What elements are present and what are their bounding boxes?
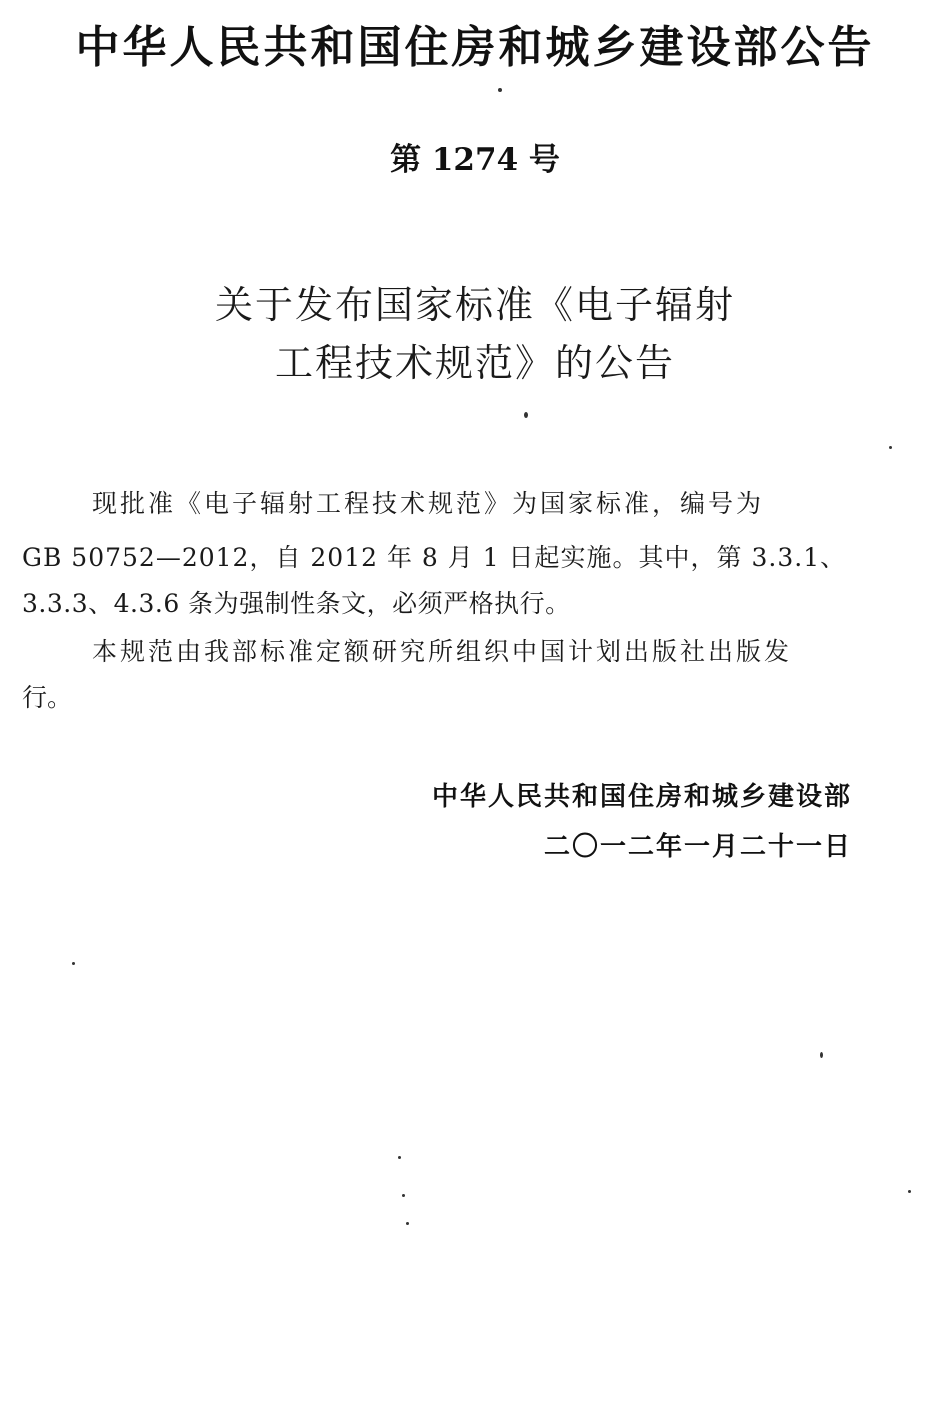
body-paragraph-1-line-1: 现批准《电子辐射工程技术规范》为国家标准，编号为 xyxy=(92,489,765,518)
scan-speck xyxy=(524,412,528,418)
issuer-heading: 中华人民共和国住房和城乡建设部公告 xyxy=(75,22,875,73)
scan-speck xyxy=(406,1222,409,1225)
announcement-title-line-1: 关于发布国家标准《电子辐射 xyxy=(214,283,735,327)
scan-speck xyxy=(908,1190,911,1193)
announcement-number: 第 1274 号 xyxy=(390,142,560,178)
body-paragraph-1-line-2: GB 50752—2012，自 2012 年 8 月 1 日起实施。其中，第 3.3.1、 xyxy=(22,543,847,572)
signature-date: 二〇一二年一月二十一日 xyxy=(543,832,852,862)
scan-speck xyxy=(498,88,502,92)
body-paragraph-2-line-1: 本规范由我部标准定额研究所组织中国计划出版社出版发 xyxy=(92,637,793,666)
scan-speck xyxy=(402,1194,405,1197)
scan-speck xyxy=(398,1156,401,1159)
scan-speck xyxy=(72,962,75,965)
body-paragraph-2-line-2: 行。 xyxy=(22,683,73,712)
scan-speck xyxy=(889,446,892,449)
scan-speck xyxy=(820,1052,823,1058)
body-paragraph-1-line-3: 3.3.3、4.3.6 条为强制性条文，必须严格执行。 xyxy=(22,589,571,618)
signer-name: 中华人民共和国住房和城乡建设部 xyxy=(431,782,852,812)
announcement-title-line-2: 工程技术规范》的公告 xyxy=(274,341,675,385)
